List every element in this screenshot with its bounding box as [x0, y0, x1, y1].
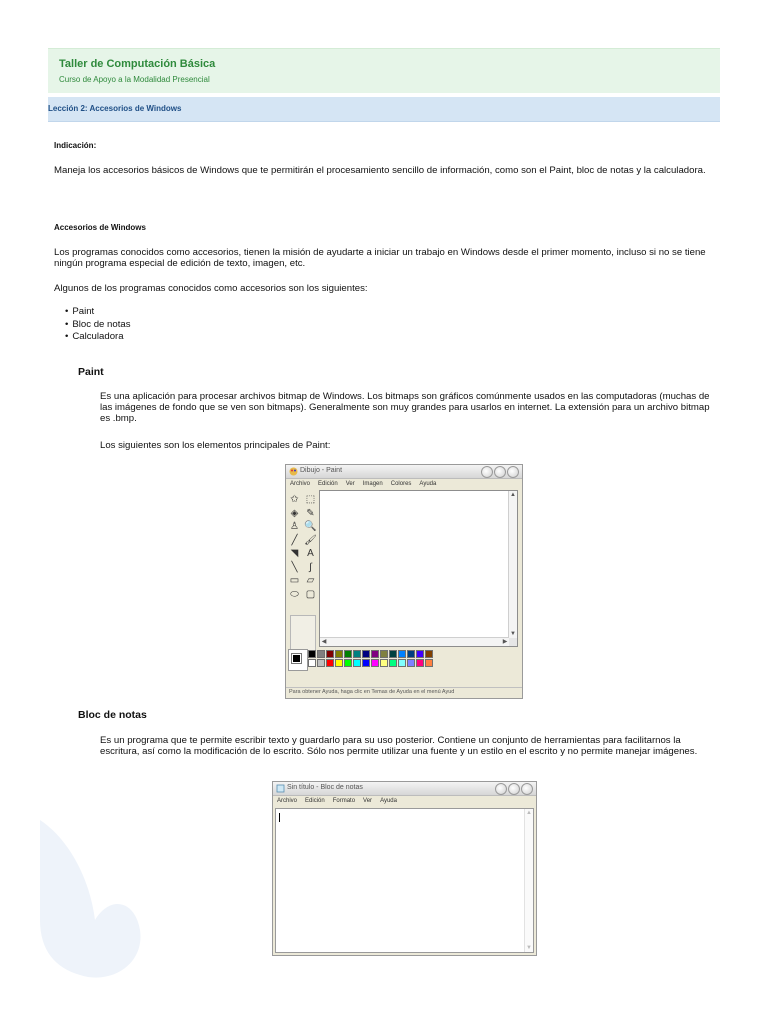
- paint-tool-icon[interactable]: ▭: [289, 575, 300, 586]
- color-swatch[interactable]: [425, 650, 433, 658]
- window-controls: [495, 783, 533, 795]
- minimize-icon[interactable]: [495, 783, 507, 795]
- notepad-window-screenshot: [272, 781, 537, 956]
- paint-toolbox: [288, 494, 318, 652]
- paint-menubar: [286, 479, 522, 489]
- color-swatch[interactable]: [308, 650, 316, 658]
- course-title: Taller de Computación Básica: [59, 58, 216, 70]
- color-swatch[interactable]: [335, 659, 343, 667]
- scroll-right-icon[interactable]: ▶: [502, 639, 508, 645]
- menu-item-ver[interactable]: Ver: [345, 481, 355, 487]
- paint-canvas[interactable]: [319, 490, 518, 647]
- indicacion-heading: Indicación:: [54, 141, 97, 150]
- color-swatch[interactable]: [308, 659, 316, 667]
- scroll-down-icon[interactable]: ▼: [526, 945, 532, 951]
- color-swatch[interactable]: [353, 650, 361, 658]
- color-swatch[interactable]: [344, 659, 352, 667]
- notepad-window-title: Sin título - Bloc de notas: [287, 784, 363, 791]
- foreground-color: [292, 654, 301, 663]
- color-swatch[interactable]: [416, 650, 424, 658]
- paint-tool-icon[interactable]: 🖌: [304, 534, 317, 546]
- paint-app-icon: [289, 467, 298, 476]
- notepad-titlebar: [273, 782, 536, 796]
- scroll-down-icon[interactable]: ▼: [510, 631, 516, 637]
- color-swatch[interactable]: [362, 659, 370, 667]
- paint-titlebar: [286, 465, 522, 479]
- color-swatch[interactable]: [326, 650, 334, 658]
- menu-item-imagen[interactable]: Imagen: [362, 481, 383, 487]
- color-swatch[interactable]: [416, 659, 424, 667]
- maximize-icon[interactable]: [494, 466, 506, 478]
- accesorios-list: [65, 306, 131, 344]
- accesorios-paragraph-2: Algunos de los programas conocidos como accesorios son los siguientes:: [54, 283, 368, 294]
- menu-item-archivo[interactable]: Archivo: [277, 798, 298, 804]
- course-header: [48, 48, 720, 93]
- paint-heading: Paint: [78, 366, 104, 378]
- list-item: • Calculadora: [65, 331, 131, 344]
- watermark-logo: [40, 800, 150, 980]
- maximize-icon[interactable]: [508, 783, 520, 795]
- paint-tool-icon[interactable]: ⬭: [290, 588, 299, 600]
- text-caret: [279, 813, 280, 822]
- scroll-up-icon[interactable]: ▲: [526, 810, 532, 816]
- paint-tool-icon[interactable]: ✎: [306, 507, 315, 519]
- color-swatch[interactable]: [398, 650, 406, 658]
- color-swatch[interactable]: [407, 650, 415, 658]
- color-swatch[interactable]: [380, 650, 388, 658]
- window-controls: [481, 466, 519, 478]
- color-swatch[interactable]: [371, 659, 379, 667]
- color-swatch[interactable]: [398, 659, 406, 667]
- notepad-text-area[interactable]: [275, 808, 534, 953]
- menu-item-colores[interactable]: Colores: [390, 481, 412, 487]
- menu-item-ayuda[interactable]: Ayuda: [419, 481, 437, 487]
- menu-item-edicion[interactable]: Edición: [318, 481, 338, 487]
- paint-tool-icon[interactable]: ⬚: [305, 494, 316, 505]
- close-icon[interactable]: [507, 466, 519, 478]
- paint-tool-icon[interactable]: ∫: [309, 561, 312, 573]
- paint-tool-icon[interactable]: ╱: [291, 534, 298, 546]
- paint-tool-icon[interactable]: ♙: [290, 521, 299, 532]
- color-swatch[interactable]: [389, 659, 397, 667]
- vertical-scrollbar[interactable]: [508, 491, 517, 638]
- course-subtitle: Curso de Apoyo a la Modalidad Presencial: [59, 75, 210, 84]
- scroll-corner: [509, 638, 517, 646]
- paint-status-text: Para obtener Ayuda, haga clic en Temas de Ayuda en el menú Ayud: [289, 689, 455, 695]
- paint-tool-icon[interactable]: ◈: [290, 507, 299, 519]
- paint-tool-icon[interactable]: ╲: [291, 561, 298, 573]
- menu-item-edicion[interactable]: Edición: [305, 798, 325, 804]
- lesson-bar: [48, 97, 720, 122]
- accesorios-heading: Accesorios de Windows: [54, 223, 146, 232]
- color-swatch[interactable]: [407, 659, 415, 667]
- menu-item-archivo[interactable]: Archivo: [290, 481, 311, 487]
- paint-window-screenshot: [285, 464, 523, 699]
- paint-paragraph-2: Los siguientes son los elementos principales de Paint:: [100, 440, 331, 451]
- list-item: • Bloc de notas: [65, 319, 131, 332]
- paint-tool-icon[interactable]: ▱: [306, 575, 315, 586]
- notepad-heading: Bloc de notas: [78, 709, 147, 721]
- indicacion-text: Maneja los accesorios básicos de Windows que te permitirán el procesamiento sencillo de información, como son el Paint, bloc de notas y la calculadora.: [54, 165, 706, 176]
- vertical-scrollbar[interactable]: [524, 809, 533, 952]
- color-swatch[interactable]: [344, 650, 352, 658]
- color-palette: [288, 649, 436, 673]
- paint-paragraph-1: Es una aplicación para procesar archivos bitmap de Windows. Los bitmaps son gráficos comúnmente usados en las computadoras (muchas de las imágenes de fondo que se ven son bitmaps). Generalmente son muy grandes para usarlos en internet. La extensión para un archivo bitmap es .bmp.: [100, 391, 710, 424]
- minimize-icon[interactable]: [481, 466, 493, 478]
- close-icon[interactable]: [521, 783, 533, 795]
- paint-tool-icon[interactable]: ▢: [305, 588, 316, 600]
- tool-options-box[interactable]: [290, 615, 316, 653]
- menu-item-ver[interactable]: Ver: [363, 798, 373, 804]
- color-swatch[interactable]: [389, 650, 397, 658]
- notepad-paragraph-1: Es un programa que te permite escribir texto y guardarlo para su uso posterior. Contiene un conjunto de herramientas para facilitarnos la escritura, así como la modificación de lo escrito. Sólo nos permite utilizar una fuente y un estilo en el escrito y no permite manejar imágenes.: [100, 735, 698, 757]
- lesson-title: Lección 2: Accesorios de Windows: [48, 104, 182, 113]
- paint-window-title: Dibujo - Paint: [300, 467, 343, 474]
- notepad-app-icon: [276, 784, 285, 793]
- color-swatch[interactable]: [425, 659, 433, 667]
- color-swatch[interactable]: [335, 650, 343, 658]
- current-colors[interactable]: [288, 649, 308, 671]
- color-swatch[interactable]: [362, 650, 370, 658]
- color-swatch[interactable]: [317, 650, 325, 658]
- color-swatch[interactable]: [353, 659, 361, 667]
- paint-statusbar: [286, 687, 522, 698]
- paint-tool-icon[interactable]: A: [307, 548, 314, 559]
- menu-item-formato[interactable]: Formato: [332, 798, 356, 804]
- color-swatch[interactable]: [371, 650, 379, 658]
- horizontal-scrollbar[interactable]: [320, 637, 509, 646]
- menu-item-ayuda[interactable]: Ayuda: [380, 798, 397, 804]
- color-swatch[interactable]: [317, 659, 325, 667]
- list-item: • Paint: [65, 306, 131, 319]
- paint-tool-icon[interactable]: ✩: [290, 494, 299, 505]
- scroll-left-icon[interactable]: ◀: [321, 639, 327, 645]
- paint-tool-icon[interactable]: 🔍: [304, 521, 317, 532]
- color-swatch[interactable]: [326, 659, 334, 667]
- notepad-menubar: [273, 796, 536, 806]
- paint-tool-icon[interactable]: ◥: [290, 548, 299, 559]
- color-swatch[interactable]: [380, 659, 388, 667]
- scroll-up-icon[interactable]: ▲: [510, 492, 516, 498]
- accesorios-paragraph-1: Los programas conocidos como accesorios, tienen la misión de ayudarte a iniciar un trabajo en Windows desde el primer momento, incluso si no se tiene ningún programa especial de edición de texto, imagen, etc.: [54, 247, 706, 269]
